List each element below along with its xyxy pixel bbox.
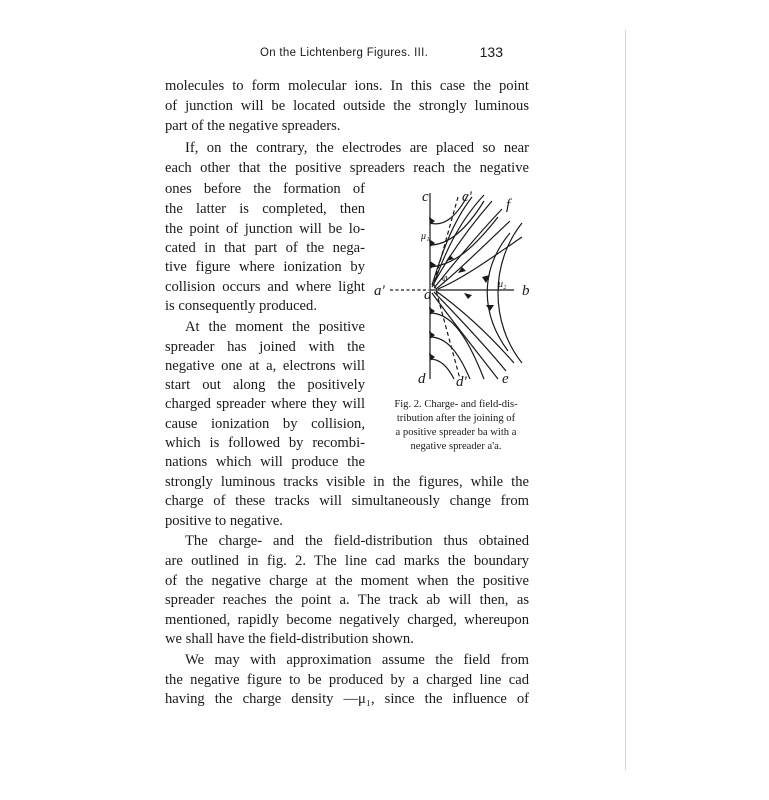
arrow-head [486,305,494,311]
text-line: cated in that part of the nega- [165,240,365,256]
field-line [434,292,506,371]
caption-line: Fig. 2. Charge- and field-dis- [394,399,518,410]
label-c-prime: c' [462,189,472,205]
text-line: mentioned, rapidly become negatively charged, whereupon [165,612,529,628]
field-line [487,233,510,351]
caption-line: negative spreader a'a. [410,441,502,452]
text-line: of the negative charge at the moment when the positive [165,573,529,589]
label-e: e [502,371,509,387]
label-c: c [422,189,429,205]
text-line: having the charge density —μ₁, since the influence of [165,691,529,707]
page-edge-line [625,30,626,770]
text-line: spreader has joined with the [165,339,365,355]
field-line [430,359,454,379]
field-lines-diagram [372,183,542,395]
text-line: molecules to form molecular ions. In this case the point [165,78,529,94]
text-line: each other that the positive spreaders reach the negative [165,160,529,176]
field-line [432,201,492,287]
text-line: ones before the formation of [165,181,365,197]
text-line: of junction will be located outside the strongly luminous [165,98,529,114]
text-line: the latter is completed, then [165,201,365,217]
caption-line: a positive spreader ba with a [395,427,517,438]
text-line: the point of junction will be lo- [165,221,365,237]
page-number: 133 [479,44,503,60]
label-a-prime: a' [374,283,385,299]
text-line: nations which will produce the [165,454,365,470]
text-line: are outlined in fig. 2. The line cad marks the boundary [165,553,529,569]
label-a: a [424,287,432,303]
label-phi: φ [442,273,448,284]
text-line: At the moment the positive [185,319,365,335]
text-line: we shall have the field-distribution shown. [165,631,414,647]
text-line: negative one at a, electrons will [165,358,365,374]
text-line: We may with approximation assume the field from [185,652,529,668]
arrow-head [430,261,436,269]
label-mu1: μ₁ [421,231,430,242]
text-line: spreader reaches the point a. The track ab will then, as [165,592,529,608]
label-d-prime: d' [456,374,467,390]
arrow-head [464,293,472,299]
text-line: strongly luminous tracks visible in the figures, while the [165,474,529,490]
figure-caption [376,398,536,454]
text-line: is consequently produced. [165,298,317,314]
text-line: cause ionization by collision, [165,416,365,432]
text-line: collision occurs and where light [165,279,365,295]
text-line: If, on the contrary, the electrodes are placed so near [185,140,529,156]
label-f: f [506,197,511,213]
running-header [165,44,515,64]
field-distribution-figure [372,183,542,395]
arrow-head [429,239,435,247]
text-line: The charge- and the field-distribution thus obtained [185,533,529,549]
text-line: charge of these tracks will simultaneously change from [165,493,529,509]
text-line: tive figure where ionization by [165,259,365,275]
label-d: d [418,371,426,387]
text-line: part of the negative spreaders. [165,118,341,134]
label-b: b [522,283,530,299]
label-mu2: μ₂ [498,279,507,290]
text-line: positive to negative. [165,513,283,529]
text-line: start out along the positively [165,377,365,393]
caption-line: tribution after the joining of [396,413,516,424]
arrow-head [458,267,466,273]
text-line: charged spreader where they will [165,396,365,412]
text-line: the negative figure to be produced by a charged line cad [165,672,529,688]
text-line: which is followed by recombi- [165,435,365,451]
running-title: On the Lichtenberg Figures. III. [260,47,429,59]
